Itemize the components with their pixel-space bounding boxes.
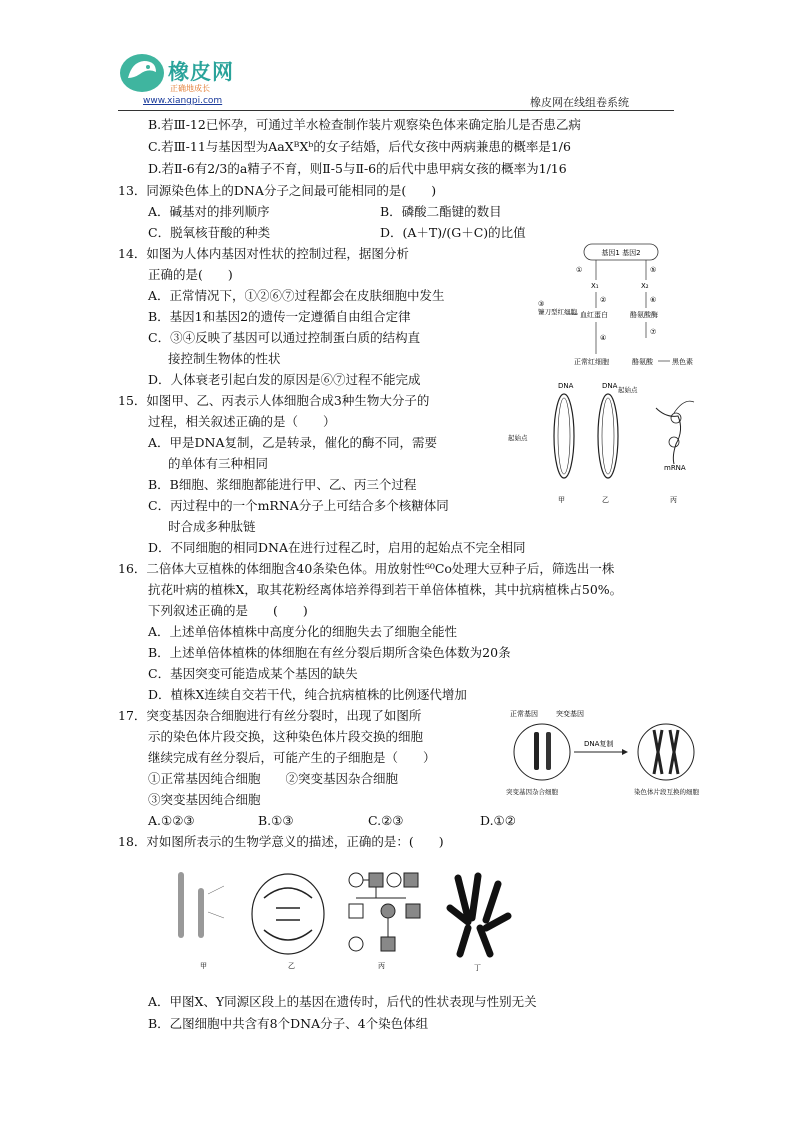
question-line: C.②③: [368, 813, 404, 828]
question-line: 17．突变基因杂合细胞进行有丝分裂时，出现了如图所: [118, 708, 422, 723]
question-line: 16．二倍体大豆植株的体细胞含40条染色体。用放射性⁶⁰Co处理大豆种子后，筛选出一株: [118, 561, 615, 576]
fig14-genes-label: 基因1 基因2: [601, 249, 641, 257]
question-line: C．脱氧核苷酸的种类: [148, 225, 271, 240]
fig14-num-6: ⑥: [650, 296, 657, 304]
fig18-label-jia: 甲: [200, 962, 207, 970]
question-line: B．上述单倍体植株的体细胞在有丝分裂后期所含染色体数为20条: [148, 645, 511, 660]
question-line: C．丙过程中的一个mRNA分子上可结合多个核糖体同: [148, 498, 449, 513]
question-line: D．(A＋T)/(G＋C)的比值: [380, 225, 526, 240]
question-line: D．不同细胞的相同DNA在进行过程乙时，启用的起始点不完全相同: [148, 540, 526, 555]
question-line: 下列叙述正确的是 ( ): [148, 603, 308, 618]
logo-name: 橡皮网: [168, 60, 234, 84]
header-divider: [118, 110, 674, 111]
question-line: 13．同源染色体上的DNA分子之间最可能相同的是( ): [118, 183, 437, 198]
fig14-tyrosine: 酪氨酸: [632, 358, 653, 366]
question-line: D．人体衰老引起白发的原因是⑥⑦过程不能完成: [148, 372, 421, 387]
logo-url-link[interactable]: www.xiangpi.com: [143, 96, 223, 106]
fig18-label-yi: 乙: [288, 962, 295, 970]
question-line: A.①②③: [148, 813, 195, 828]
fig14-num-4: ④: [600, 334, 607, 342]
question-line: C．③④反映了基因可以通过控制蛋白质的结构直: [148, 330, 421, 345]
fig17-cell2-label: 染色体片段互换的细胞: [634, 788, 699, 796]
fig14-num-7: ⑦: [650, 328, 657, 336]
fig14-x2: X₂: [641, 282, 649, 290]
fig15-origin-label-1: 起始点: [508, 434, 528, 442]
question-line: A．甲是DNA复制，乙是转录，催化的酶不同，需要: [148, 435, 438, 450]
question-line: 正确的是( ): [148, 267, 233, 282]
figure-15-macromolecule-synthesis: [506, 378, 718, 506]
question-line: D.若Ⅱ-6有2/3的a精子不育，则Ⅱ-5与Ⅱ-6的后代中患甲病女孩的概率为1/16: [148, 161, 567, 176]
question-line: 14．如图为人体内基因对性状的控制过程，据图分析: [118, 246, 409, 261]
figure-18-four-panels: [168, 858, 550, 978]
question-line: B．B细胞、浆细胞都能进行甲、乙、丙三个过程: [148, 477, 417, 492]
fig15-label-bing: 丙: [670, 496, 677, 504]
question-line: 15．如图甲、乙、丙表示人体细胞合成3种生物大分子的: [118, 393, 430, 408]
fig17-replication: DNA复制: [584, 740, 614, 748]
question-line: B．磷酸二酯键的数目: [380, 204, 502, 219]
fig15-mrna-label: mRNA: [664, 464, 686, 472]
fig14-num-5: ⑤: [650, 266, 657, 274]
xiangpi-logo-icon: [118, 52, 166, 94]
question-line: D.①②: [480, 813, 516, 828]
figure-17-chromosome-exchange: [494, 706, 718, 796]
fig15-dna-label-2: DNA: [602, 382, 618, 390]
fig14-normal-rbc: 正常红细胞: [574, 358, 609, 366]
question-line: A．甲图X、Y同源区段上的基因在遗传时，后代的性状表现与性别无关: [148, 994, 537, 1009]
question-line: A．上述单倍体植株中高度分化的细胞失去了细胞全能性: [148, 624, 458, 639]
page-header: [0, 0, 794, 110]
fig15-dna-label-1: DNA: [558, 382, 574, 390]
fig14-num-3: ③: [538, 300, 545, 308]
fig17-normal-gene: 正常基因: [510, 710, 538, 718]
fig15-origin-label-2: 起始点: [618, 386, 638, 394]
fig17-mutant-gene: 突变基因: [556, 710, 584, 718]
question-line: 示的染色体片段交换，这种染色体片段交换的细胞: [148, 729, 424, 744]
question-line: C.若Ⅲ-11与基因型为AaXᴮXᵇ的女子结婚，后代女孩中两病兼患的概率是1/6: [148, 139, 571, 154]
question-line: ①正常基因纯合细胞 ②突变基因杂合细胞: [148, 771, 399, 786]
question-line: A．碱基对的排列顺序: [148, 204, 270, 219]
question-line: ③突变基因纯合细胞: [148, 792, 261, 807]
fig14-num-1: ①: [576, 266, 583, 274]
question-line: 18．对如图所表示的生物学意义的描述，正确的是：( ): [118, 834, 444, 849]
question-line: 接控制生物体的性状: [168, 351, 281, 366]
question-line: 抗花叶病的植株X，取其花粉经离体培养得到若干单倍体植株，其中抗病植株占50%。: [148, 582, 623, 597]
question-line: B．乙图细胞中共含有8个DNA分子、4个染色体组: [148, 1016, 429, 1031]
question-line: 的单体有三种相同: [168, 456, 269, 471]
figure-14-gene-control: [536, 242, 708, 372]
question-line: 继续完成有丝分裂后，可能产生的子细胞是（ ）: [148, 750, 436, 765]
fig14-hemoglobin: 血红蛋白: [580, 311, 608, 319]
fig14-num-2: ②: [600, 296, 607, 304]
fig14-enzyme: 酪氨酸酶: [630, 311, 658, 319]
fig18-label-bing: 丙: [378, 962, 385, 970]
fig15-label-yi: 乙: [602, 496, 609, 504]
question-line: 时合成多种肽链: [168, 519, 256, 534]
system-name: 橡皮网在线组卷系统: [530, 96, 629, 109]
fig14-sickle: 镰刀型红细胞: [538, 308, 577, 316]
question-line: B.①③: [258, 813, 294, 828]
fig17-cell1-label: 突变基因杂合细胞: [506, 788, 558, 796]
fig14-x1: X₁: [591, 282, 599, 290]
fig14-melanin: 黑色素: [672, 358, 693, 366]
fig18-label-ding: 丁: [474, 964, 481, 972]
question-line: 过程，相关叙述正确的是（ ）: [148, 414, 336, 429]
logo-slogan: 正确地成长: [170, 84, 210, 93]
question-line: B.若Ⅲ-12已怀孕，可通过羊水检查制作装片观察染色体来确定胎儿是否患乙病: [148, 117, 581, 132]
fig15-label-jia: 甲: [558, 496, 565, 504]
question-line: A．正常情况下，①②⑥⑦过程都会在皮肤细胞中发生: [148, 288, 445, 303]
question-line: B．基因1和基因2的遗传一定遵循自由组合定律: [148, 309, 411, 324]
question-line: C．基因突变可能造成某个基因的缺失: [148, 666, 358, 681]
question-line: D．植株X连续自交若干代，纯合抗病植株的比例逐代增加: [148, 687, 467, 702]
